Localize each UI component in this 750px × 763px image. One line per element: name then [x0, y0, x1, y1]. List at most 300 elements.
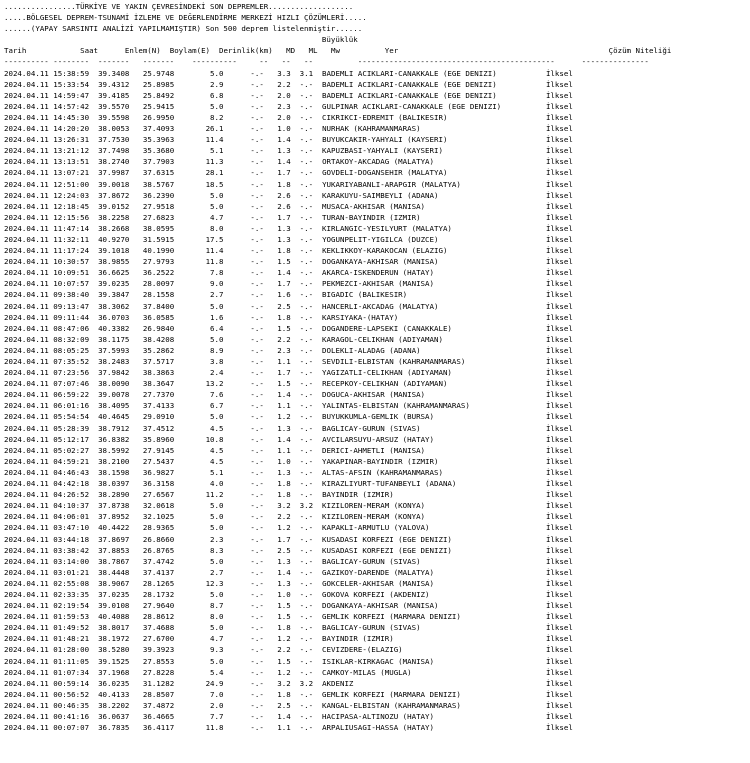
cell-lat: 38.9855 — [98, 257, 130, 267]
cell-depth: 10.8 — [205, 434, 224, 444]
cell-time: 07:07:46 — [53, 379, 90, 389]
cell-time: 12:18:45 — [53, 201, 90, 211]
cell-time: 09:13:47 — [53, 301, 90, 311]
cell-date: 2024.04.11 — [4, 257, 49, 267]
cell-time: 01:49:52 — [53, 623, 90, 633]
cell-lat: 37.5993 — [98, 345, 130, 355]
cell-depth: 5.1 — [210, 146, 224, 156]
cell-quality: İlksel — [545, 190, 573, 200]
cell-lat: 39.1525 — [98, 656, 130, 666]
cell-lon: 37.4133 — [142, 401, 175, 411]
cell-mw: -.- — [299, 434, 314, 444]
cell-time: 06:59:22 — [53, 390, 90, 400]
cell-date: 2024.04.11 — [4, 401, 49, 411]
cell-date: 2024.04.11 — [4, 712, 49, 721]
cell-time: 12:51:00 — [53, 179, 90, 189]
cell-date: 2024.04.11 — [4, 179, 49, 189]
quake-row — [4, 579, 573, 588]
cell-md: -.- — [250, 445, 264, 455]
quake-row — [4, 468, 573, 477]
cell-lon: 36.4665 — [142, 712, 175, 721]
cell-place: RECEPKOY-CELIKHAN (ADIYAMAN) — [322, 379, 448, 389]
quake-row — [4, 479, 573, 488]
cell-lat: 38.2100 — [98, 456, 130, 466]
cell-md: -.- — [250, 279, 264, 289]
cell-mw: -.- — [299, 589, 314, 599]
cell-lon: 25.8985 — [142, 79, 175, 89]
cell-lat: 40.4133 — [98, 689, 130, 699]
cell-ml: 2.2 — [277, 334, 291, 344]
cell-place: TURAN-BAYINDIR (IZMIR) — [322, 212, 421, 222]
cell-mw: -.- — [299, 545, 314, 555]
cell-ml: 1.5 — [277, 323, 291, 333]
cell-lon: 36.9827 — [142, 467, 175, 477]
cell-time: 03:14:00 — [53, 556, 90, 566]
cell-lon: 31.1282 — [142, 678, 175, 688]
cell-lon: 37.8400 — [142, 301, 175, 311]
cell-mw: -.- — [299, 135, 314, 145]
quake-row — [4, 124, 573, 133]
cell-time: 12:15:56 — [53, 212, 90, 222]
cell-lon: 26.8660 — [142, 534, 175, 544]
cell-lon: 32.0618 — [142, 501, 175, 511]
cell-mw: -.- — [299, 578, 314, 588]
cell-date: 2024.04.11 — [4, 479, 49, 489]
cell-depth: 4.5 — [210, 456, 224, 466]
cell-mw: -.- — [299, 334, 314, 344]
cell-time: 14:57:42 — [53, 101, 90, 111]
cell-lon: 29.0910 — [142, 412, 175, 422]
cell-date: 2024.04.11 — [4, 689, 49, 699]
cell-lat: 38.5992 — [98, 445, 130, 455]
cell-md: -.- — [250, 246, 264, 256]
cell-date: 2024.04.11 — [4, 234, 49, 244]
quake-row — [4, 302, 573, 311]
cell-quality: İlksel — [545, 434, 573, 444]
cell-date: 2024.04.11 — [4, 68, 49, 78]
cell-depth: 2.3 — [210, 534, 224, 544]
cell-quality: İlksel — [545, 168, 573, 178]
cell-ml: 3.2 — [277, 501, 291, 511]
cell-quality: İlksel — [545, 623, 573, 633]
cell-md: -.- — [250, 146, 264, 156]
cell-quality: İlksel — [545, 645, 573, 655]
cell-lat: 38.2740 — [98, 157, 130, 167]
cell-time: 04:46:43 — [53, 467, 90, 477]
cell-md: -.- — [250, 368, 264, 378]
cell-time: 01:28:00 — [53, 645, 90, 655]
cell-quality: İlksel — [545, 589, 573, 599]
cell-mw: -.- — [299, 667, 314, 677]
cell-lat: 38.5280 — [98, 645, 130, 655]
cell-quality: İlksel — [545, 157, 573, 167]
cell-place: YUKARIYABANLI-ARAPGIR (MALATYA) — [322, 179, 461, 189]
cell-place: GOVDELI-DOGANSEHIR (MALATYA) — [322, 168, 448, 178]
cell-md: -.- — [250, 323, 264, 333]
cell-date: 2024.04.11 — [4, 567, 49, 577]
cell-place: ARPALIUSAGI-HASSA (HATAY) — [322, 723, 435, 733]
col-quality: Çözüm Niteliği — [608, 46, 672, 56]
cell-lat: 39.3408 — [98, 68, 130, 78]
cell-depth: 9.3 — [210, 645, 224, 655]
cell-mw: -.- — [299, 567, 314, 577]
cell-ml: 1.3 — [277, 223, 291, 233]
quake-row — [4, 379, 573, 388]
cell-time: 01:11:05 — [53, 656, 90, 666]
cell-md: -.- — [250, 412, 264, 422]
quake-row — [4, 368, 573, 377]
quake-row — [4, 535, 573, 544]
cell-lat: 37.7498 — [98, 146, 130, 156]
cell-depth: 5.1 — [210, 467, 224, 477]
cell-lon: 26.9950 — [142, 112, 175, 122]
quake-row — [4, 679, 573, 688]
earthquake-list-document: ................TÜRKİYE VE YAKIN ÇEVRESİNDEKİ SON DEPREMLER................... .....BÖLGESEL DEPREM-TSUNAMİ İZLEME VE DEĞERLENDİRME MERKEZİ HIZLI ÇÖZÜMLERİ..... ......(YAPAY SARSINTI ANALİZİ YAPILMAMIŞTIR) Son 500 deprem listelenmiştir...... Büyüklük Tarih Saat Enlem(N) Boylam(E) Derinlik(km) MD ML Mw Yer Çözüm Niteliği ---------- -------- ------- ------- ---------- -- -- -- -------------------------------------------- --------------- 2024.04.11 15:38:59 39.3408 25.9748 5.0 -.- 3.3 3.1 BADEMLI ACIKLARI-CANAKKALE (EGE DENIZI) İlksel 2024.04.11 15:33:54 39.4312 25.8985 2.9 -.- 2.2 -.- BADEMLI ACIKLARI-CANAKKALE (EGE DENIZI) İlksel 2024.04.11 14:59:47 39.4185 25.8492 6.8 -.- 2.0 -.- BADEMLI ACIKLARI-CANAKKALE (EGE DENIZI) İlksel 2024.04.11 14:57:42 39.5570 25.9415 5.0 -.- 2.3 -.- GULPINAR ACIKLARI-CANAKKALE (EGE DENIZI) İlksel 2024.04.11 14:45:30 39.5598 26.9950 8.2 -.- 2.0 -.- CIKRIKCI-EDREMIT (BALIKESIR) İlksel 2024.04.11 14:20:20 38.0053 37.4093 26.1 -.- 1.0 -.- NURHAK (KAHRAMANMARAS) İlksel 2024.04.11 13:26:31 37.7530 35.3963 11.4 -.- 1.4 -.- BUYUKCAKIR-YAHYALI (KAYSERI) İlksel 2024.04.11 13:21:12 37.7498 35.3680 5.1 -.- 1.3 -.- KAPUZBASI-YAHYALI (KAYSERI) İlksel 2024.04.11 13:13:51 38.2740 37.7903 11.3 -.- 1.4 -.- ORTAKOY-AKCADAG (MALATYA) İlksel 2024.04.11 13:07:21 37.9987 37.6315 28.1 -.- 1.7 -.- GOVDELI-DOGANSEHIR (MALATYA) İlksel 2024.04.11 12:51:00 39.0018 38.5767 18.5 -.- 1.8 -.- YUKARIYABANLI-ARAPGIR (MALATYA) İlksel 2024.04.11 12:24:03 37.8672 36.2390 5.0 -.- 2.6 -.- KARAKUYU-SAIMBEYLI (ADANA) İlksel 2024.04.11 12:18:45 39.0152 27.9518 5.0 -.- 2.6 -.- MUSACA-AKHISAR (MANISA) İlksel 2024.04.11 12:15:56 38.2258 27.6823 4.7 -.- 1.7 -.- TURAN-BAYINDIR (IZMIR) İlksel 2024.04.11 11:47:14 38.2668 38.0595 8.0 -.- 1.3 -.- KIRLANGIC-YESILYURT (MALATYA) İlksel 2024.04.11 11:32:11 40.9270 31.5915 17.5 -.- 1.3 -.- YOGUNPELIT-YIGILCA (DUZCE) İlksel 2024.04.11 11:17:24 39.1018 40.1990 11.4 -.- 1.8 -.- KEKLIKKOY-KARAKOCAN (ELAZIG) İlksel 2024.04.11 10:30:57 38.9855 27.9793 11.8 -.- 1.5 -.- DOGANKAYA-AKHISAR (MANISA) İlksel 2024.04.11 10:09:51 36.6625 36.2522 7.8 -.- 1.4 -.- AKARCA-ISKENDERUN (HATAY) İlksel 2024.04.11 10:07:57 39.0235 28.0097 9.0 -.- 1.7 -.- PEKMEZCI-AKHISAR (MANISA) İlksel 2024.04.11 09:38:40 39.3847 28.1558 2.7 -.- 1.6 -.- BIGADIC (BALIKESIR) İlksel 2024.04.11 09:13:47 38.3062 37.8400 5.0 -.- 2.5 -.- HANCERLI-AKCADAG (MALATYA) İlksel 2024.04.11 09:11:44 36.0703 36.0585 1.6 -.- 1.8 -.- KARSIYAKA-(HATAY) İlksel 2024.04.11 08:47:06 40.3382 26.9840 6.4 -.- 1.5 -.- DOGANDERE-LAPSEKI (CANAKKALE) İlksel 2024.04.11 08:32:09 38.1175 38.4208 5.0 -.- 2.2 -.- KARAGOL-CELIKHAN (ADIYAMAN) İlksel 2024.04.11 08:05:25 37.5993 35.2862 8.9 -.- 2.3 -.- DOLEKLI-ALADAG (ADANA) İlksel 2024.04.11 07:35:52 38.2483 37.5717 3.8 -.- 1.1 -.- SEVDILI-ELBISTAN (KAHRAMANMARAS) İlksel 2024.04.11 07:23:56 37.9842 38.3863 2.4 -.- 1.7 -.- YAGIZATLI-CELIKHAN (ADIYAMAN) İlksel 2024.04.11 07:07:46 38.0090 38.3647 13.2 -.- 1.5 -.- RECEPKOY-CELIKHAN (ADIYAMAN) İlksel 2024.04.11 06:59:22 39.0078 27.7370 7.6 -.- 1.4 -.- DOGUCA-AKHISAR (MANISA) İlksel 2024.04.11 06:01:16 38.4095 37.4133 6.7 -.- 1.1 -.- YALINTAS-ELBISTAN (KAHRAMANMARAS) İlksel 2024.04.11 05:54:54 40.4645 29.0910 5.0 -.- 1.2 -.- BUYUKKUMLA-GEMLIK (BURSA) İlksel 2024.04.11 05:28:39 38.7912 37.4512 4.5 -.- 1.3 -.- BAGLICAY-GURUN (SIVAS) İlksel 2024.04.11 05:12:17 36.8382 35.8960 10.8 -.- 1.4 -.- AVCILARSUYU-ARSUZ (HATAY) İlksel 2024.04.11 05:02:27 38.5992 27.9145 4.5 -.- 1.1 -.- DERICI-AHMETLI (MANISA) İlksel 2024.04.11 04:59:21 38.2100 27.5437 4.5 -.- 1.0 -.- YAKAPINAR-BAYINDIR (IZMIR) İlksel 2024.04.11 04:46:43 38.1598 36.9827 5.1 -.- 1.3 -.- ALTAS-AFSIN (KAHRAMANMARAS) İlksel 2024.04.11 04:42:18 38.0397 36.3158 4.0 -.- 1.8 -.- KIRAZLIYURT-TUFANBEYLI (ADANA) İlksel 2024.04.11 04:26:52 38.2890 27.6567 11.2 -.- 1.8 -.- BAYINDIR (IZMIR) İlksel 2024.04.11 04:10:37 37.8738 32.0618 5.0 -.- 3.2 3.2 KIZILOREN-MERAM (KONYA) İlksel 2024.04.11 04:06:01 37.8952 32.1025 5.0 -.- 2.2 -.- KIZILOREN-MERAM (KONYA) İlksel 2024.04.11 03:47:10 40.4422 28.9365 5.0 -.- 1.2 -.- KAPAKLI-ARMUTLU (YALOVA) İlksel 2024.04.11 03:44:18 37.8697 26.8660 2.3 -.- 1.7 -.- KUSADASI KORFEZI (EGE DENIZI) İlksel 2024.04.11 03:38:42 37.8853 26.8765 8.3 -.- 2.5 -.- KUSADASI KORFEZI (EGE DENIZI) İlksel 2024.04.11 03:14:00 38.7867 37.4742 5.0 -.- 1.3 -.- BAGLICAY-GURUN (SIVAS) İlksel 2024.04.11 03:01:21 38.4448 37.4137 2.7 -.- 1.4 -.- GAZIKOY-DARENDE (MALATYA) İlksel 2024.04.11 02:55:08 38.9067 28.1265 12.3 -.- 1.3 -.- GOKCELER-AKHISAR (MANISA) İlksel 2024.04.11 02:33:35 37.0235 28.1732 5.0 -.- 1.0 -.- GOKOVA KORFEZI (AKDENIZ) İlksel 2024.04.11 02:19:54 39.0108 27.9640 8.7 -.- 1.5 -.- DOGANKAYA-AKHISAR (MANISA) İlksel 2024.04.11 01:59:53 40.4088 28.8612 8.0 -.- 1.5 -.- GEMLIK KORFEZI (MARMARA DENIZI) İlksel 2024.04.11 01:49:52 38.8017 37.4688 5.0 -.- 1.8 -.- BAGLICAY-GURUN (SIVAS) İlksel 2024.04.11 01:48:21 38.1972 27.6700 4.7 -.- 1.2 -.- BAYINDIR (IZMIR) İlksel 2024.04.11 01:28:00 38.5280 39.3923 9.3 -.- 2.2 -.- CEVIZDERE-(ELAZIG) İlksel 2024.04.11 01:11:05 39.1525 27.8553 5.0 -.- 1.5 -.- ISIKLAR-KIRKAGAC (MANISA) İlksel 2024.04.11 01:07:34 37.1968 27.8228 5.4 -.- 1.2 -.- CAMKOY-MILAS (MUGLA) İlksel 2024.04.11 00:59:14 36.0235 31.1282 24.9 -.- 3.2 3.2 AKDENIZ İlksel 2024.04.11 00:56:52 40.4133 28.8507 7.0 -.- 1.8 -.- GEMLIK KORFEZI (MARMARA DENIZI) İlksel 2024.04.11 00:46:35 38.2202 37.4872 2.0 -.- 2.5 -.- KANGAL-ELBISTAN (KAHRAMANMARAS) İlksel 2024.04.11 00:41:16 36.0637 36.4665 7.7 -.- 1.4 -.- HACIPASA-ALTINOZU (HATAY) İlksel 2024.04.11 00:07:07 36.7835 36.4117 11.8 -.- 1.1 -.- ARPALIUSAGI-HASSA (HATAY) İlksel — [4, 2, 672, 733]
cell-ml: 1.4 — [277, 157, 291, 167]
cell-mw: -.- — [299, 479, 314, 489]
cell-lon: 36.3158 — [142, 479, 175, 489]
cell-ml: 3.3 — [277, 68, 291, 78]
cell-date: 2024.04.11 — [4, 556, 49, 566]
cell-md: -.- — [250, 90, 264, 100]
cell-time: 11:32:11 — [53, 234, 90, 244]
cell-md: -.- — [250, 212, 264, 222]
cell-quality: İlksel — [545, 545, 573, 555]
cell-mw: -.- — [299, 523, 314, 533]
cell-lat: 38.1598 — [98, 467, 130, 477]
cell-ml: 2.2 — [277, 79, 291, 89]
cell-md: -.- — [250, 334, 264, 344]
cell-md: -.- — [250, 678, 264, 688]
cell-quality: İlksel — [545, 490, 573, 500]
cell-time: 00:56:52 — [53, 689, 90, 699]
cell-lon: 37.4872 — [142, 700, 175, 710]
cell-time: 07:35:52 — [53, 357, 90, 366]
cell-lon: 35.3680 — [142, 146, 175, 156]
cell-lat: 37.1968 — [98, 667, 130, 677]
cell-time: 08:47:06 — [53, 323, 90, 333]
cell-lat: 38.8017 — [98, 623, 130, 633]
cell-lat: 39.4185 — [98, 90, 130, 100]
cell-date: 2024.04.11 — [4, 246, 49, 256]
cell-place: BAGLICAY-GURUN (SIVAS) — [322, 556, 421, 566]
cell-lon: 38.3647 — [142, 379, 175, 389]
cell-quality: İlksel — [545, 146, 573, 156]
cell-lon: 27.6567 — [142, 490, 175, 500]
cell-ml: 1.0 — [277, 589, 291, 599]
cell-md: -.- — [250, 712, 264, 721]
cell-depth: 4.7 — [210, 212, 224, 222]
cell-quality: İlksel — [545, 357, 573, 366]
cell-ml: 2.0 — [277, 112, 291, 122]
cell-quality: İlksel — [545, 656, 573, 666]
cell-lat: 39.4312 — [98, 79, 130, 89]
cell-ml: 1.5 — [277, 656, 291, 666]
cell-quality: İlksel — [545, 512, 573, 522]
quake-row — [4, 401, 573, 410]
cell-place: BUYUKCAKIR-YAHYALI (KAYSERI) — [322, 135, 448, 145]
cell-mw: -.- — [299, 412, 314, 422]
cell-ml: 1.4 — [277, 434, 291, 444]
cell-mw: -.- — [299, 101, 314, 111]
cell-lon: 28.8507 — [142, 689, 175, 699]
quake-row — [4, 512, 573, 521]
cell-depth: 11.4 — [205, 135, 224, 145]
cell-place: KUSADASI KORFEZI (EGE DENIZI) — [322, 534, 452, 544]
cell-ml: 3.2 — [277, 678, 291, 688]
cell-lon: 37.5717 — [142, 357, 175, 366]
cell-ml: 2.5 — [277, 700, 291, 710]
cell-md: -.- — [250, 257, 264, 267]
cell-lat: 38.0090 — [98, 379, 130, 389]
cell-ml: 1.2 — [277, 523, 291, 533]
cell-lon: 40.1990 — [142, 246, 175, 256]
cell-date: 2024.04.11 — [4, 656, 49, 666]
cell-md: -.- — [250, 223, 264, 233]
cell-depth: 11.8 — [205, 257, 224, 267]
cell-md: -.- — [250, 667, 264, 677]
cell-date: 2024.04.11 — [4, 390, 49, 400]
cell-place: MUSACA-AKHISAR (MANISA) — [322, 201, 426, 211]
cell-ml: 1.2 — [277, 412, 291, 422]
cell-ml: 1.7 — [277, 168, 291, 178]
cell-lat: 38.2202 — [98, 700, 130, 710]
cell-depth: 18.5 — [205, 179, 224, 189]
cell-lon: 36.0585 — [142, 312, 175, 322]
cell-mw: -.- — [299, 645, 314, 655]
cell-quality: İlksel — [545, 445, 573, 455]
cell-time: 10:09:51 — [53, 268, 90, 278]
cell-time: 07:23:56 — [53, 368, 90, 378]
cell-lon: 27.5437 — [142, 456, 175, 466]
cell-ml: 1.3 — [277, 423, 291, 433]
cell-lat: 37.8952 — [98, 512, 130, 522]
cell-depth: 4.5 — [210, 445, 224, 455]
cell-time: 03:47:10 — [53, 523, 90, 533]
quake-row — [4, 612, 573, 621]
quake-row — [4, 202, 573, 211]
cell-ml: 1.1 — [277, 723, 291, 733]
cell-depth: 3.8 — [210, 357, 224, 366]
cell-mw: -.- — [299, 146, 314, 156]
cell-md: -.- — [250, 124, 264, 134]
cell-ml: 1.8 — [277, 623, 291, 633]
cell-mw: -.- — [299, 467, 314, 477]
cell-md: -.- — [250, 623, 264, 633]
cell-lon: 27.6823 — [142, 212, 175, 222]
cell-date: 2024.04.11 — [4, 501, 49, 511]
cell-place: DOLEKLI-ALADAG (ADANA) — [322, 345, 421, 355]
cell-time: 13:21:12 — [53, 146, 90, 156]
cell-lon: 27.9518 — [142, 201, 175, 211]
quake-row — [4, 91, 573, 100]
cell-time: 12:24:03 — [53, 190, 90, 200]
col-depth: Derinlik(km) — [219, 46, 273, 56]
cell-depth: 5.4 — [210, 667, 224, 677]
cell-date: 2024.04.11 — [4, 345, 49, 355]
cell-quality: İlksel — [545, 345, 573, 355]
cell-quality: İlksel — [545, 456, 573, 466]
cell-md: -.- — [250, 301, 264, 311]
cell-md: -.- — [250, 467, 264, 477]
cell-time: 03:44:18 — [53, 534, 90, 544]
cell-mw: -.- — [299, 257, 314, 267]
cell-time: 04:06:01 — [53, 512, 90, 522]
cell-ml: 1.5 — [277, 612, 291, 622]
col-md: MD — [286, 46, 296, 56]
cell-date: 2024.04.11 — [4, 290, 49, 300]
cell-depth: 8.0 — [210, 612, 224, 622]
cell-lat: 37.8738 — [98, 501, 130, 511]
cell-depth: 6.7 — [210, 401, 224, 411]
quake-row — [4, 168, 573, 177]
cell-depth: 13.2 — [205, 379, 224, 389]
cell-time: 00:41:16 — [53, 712, 90, 721]
cell-depth: 5.0 — [210, 412, 224, 422]
cell-md: -.- — [250, 490, 264, 500]
cell-date: 2024.04.11 — [4, 601, 49, 611]
cell-date: 2024.04.11 — [4, 667, 49, 677]
cell-date: 2024.04.11 — [4, 700, 49, 710]
cell-date: 2024.04.11 — [4, 456, 49, 466]
cell-lat: 39.5570 — [98, 101, 130, 111]
quake-row — [4, 268, 573, 277]
cell-mw: -.- — [299, 357, 314, 366]
cell-md: -.- — [250, 601, 264, 611]
col-lat: Enlem(N) — [124, 46, 161, 56]
cell-mw: -.- — [299, 168, 314, 178]
quake-row — [4, 546, 573, 555]
quake-row — [4, 279, 573, 288]
quake-row — [4, 346, 573, 355]
cell-lon: 38.0595 — [142, 223, 175, 233]
cell-place: YALINTAS-ELBISTAN (KAHRAMANMARAS) — [322, 401, 470, 411]
cell-date: 2024.04.11 — [4, 268, 49, 278]
cell-mw: -.- — [299, 656, 314, 666]
cell-md: -.- — [250, 700, 264, 710]
quake-row — [4, 701, 573, 710]
cell-time: 11:17:24 — [53, 246, 90, 256]
cell-lon: 35.8960 — [142, 434, 175, 444]
cell-date: 2024.04.11 — [4, 612, 49, 622]
cell-mw: -.- — [299, 79, 314, 89]
cell-depth: 2.4 — [210, 368, 224, 378]
quake-row — [4, 246, 573, 255]
cell-time: 05:54:54 — [53, 412, 90, 422]
cell-time: 13:13:51 — [53, 157, 90, 167]
cell-md: -.- — [250, 401, 264, 411]
cell-md: -.- — [250, 656, 264, 666]
cell-md: -.- — [250, 612, 264, 622]
col-mw: Mw — [330, 46, 340, 56]
cell-place: KAPUZBASI-YAHYALI (KAYSERI) — [322, 146, 443, 156]
cell-lat: 40.4422 — [98, 523, 130, 533]
cell-lat: 38.2258 — [98, 212, 130, 222]
cell-md: -.- — [250, 523, 264, 533]
cell-depth: 17.5 — [205, 234, 224, 244]
cell-md: -.- — [250, 689, 264, 699]
cell-time: 05:02:27 — [53, 445, 90, 455]
cell-lat: 37.8853 — [98, 545, 130, 555]
cell-lon: 27.8553 — [142, 656, 175, 666]
cell-date: 2024.04.11 — [4, 434, 49, 444]
cell-date: 2024.04.11 — [4, 445, 49, 455]
cell-mw: -.- — [299, 689, 314, 699]
quake-row — [4, 113, 573, 122]
cell-quality: İlksel — [545, 79, 573, 89]
quake-row — [4, 135, 573, 144]
cell-ml: 2.6 — [277, 190, 291, 200]
cell-place: BAGLICAY-GURUN (SIVAS) — [322, 623, 421, 633]
cell-date: 2024.04.11 — [4, 334, 49, 344]
cell-md: -.- — [250, 112, 264, 122]
cell-mw: -.- — [299, 634, 314, 644]
cell-date: 2024.04.11 — [4, 223, 49, 233]
cell-ml: 1.7 — [277, 368, 291, 378]
cell-depth: 4.5 — [210, 423, 224, 433]
cell-ml: 1.8 — [277, 179, 291, 189]
cell-mw: -.- — [299, 279, 314, 289]
cell-mw: -.- — [299, 368, 314, 378]
cell-mw: -.- — [299, 234, 314, 244]
cell-quality: İlksel — [545, 212, 573, 222]
cell-quality: İlksel — [545, 112, 573, 122]
cell-ml: 1.4 — [277, 567, 291, 577]
cell-lon: 27.6700 — [142, 634, 175, 644]
quake-row — [4, 69, 573, 78]
cell-quality: İlksel — [545, 124, 573, 134]
quake-row — [4, 313, 573, 322]
header-line-3: ......(YAPAY SARSINTI ANALİZİ YAPILMAMIŞTIR) Son 500 deprem listelenmiştir...... — [4, 24, 363, 34]
cell-md: -.- — [250, 634, 264, 644]
cell-quality: İlksel — [545, 689, 573, 699]
cell-time: 01:59:53 — [53, 612, 90, 622]
cell-depth: 11.2 — [205, 490, 224, 500]
cell-quality: İlksel — [545, 634, 573, 644]
cell-time: 00:59:14 — [53, 678, 90, 688]
cell-quality: İlksel — [545, 712, 573, 721]
cell-mw: -.- — [299, 290, 314, 300]
cell-quality: İlksel — [545, 379, 573, 389]
cell-depth: 2.7 — [210, 290, 224, 300]
cell-lon: 39.3923 — [142, 645, 175, 655]
cell-depth: 9.0 — [210, 279, 224, 289]
cell-time: 03:01:21 — [53, 567, 90, 577]
cell-lon: 38.5767 — [142, 179, 175, 189]
cell-ml: 1.3 — [277, 234, 291, 244]
cell-mw: -.- — [299, 723, 314, 733]
cell-mw: -.- — [299, 490, 314, 500]
quake-row — [4, 523, 573, 532]
cell-md: -.- — [250, 101, 264, 111]
cell-lon: 37.4512 — [142, 423, 175, 433]
cell-lat: 37.0235 — [98, 589, 130, 599]
cell-ml: 2.0 — [277, 90, 291, 100]
quake-row — [4, 290, 573, 299]
cell-time: 01:48:21 — [53, 634, 90, 644]
cell-depth: 7.7 — [210, 712, 224, 721]
cell-depth: 5.0 — [210, 68, 224, 78]
cell-lon: 28.0097 — [142, 279, 175, 289]
cell-quality: İlksel — [545, 334, 573, 344]
cell-mw: -.- — [299, 534, 314, 544]
cell-quality: İlksel — [545, 401, 573, 411]
cell-quality: İlksel — [545, 323, 573, 333]
cell-lon: 32.1025 — [142, 512, 175, 522]
cell-depth: 5.0 — [210, 589, 224, 599]
cell-lat: 39.0152 — [98, 201, 130, 211]
cell-time: 10:07:57 — [53, 279, 90, 289]
